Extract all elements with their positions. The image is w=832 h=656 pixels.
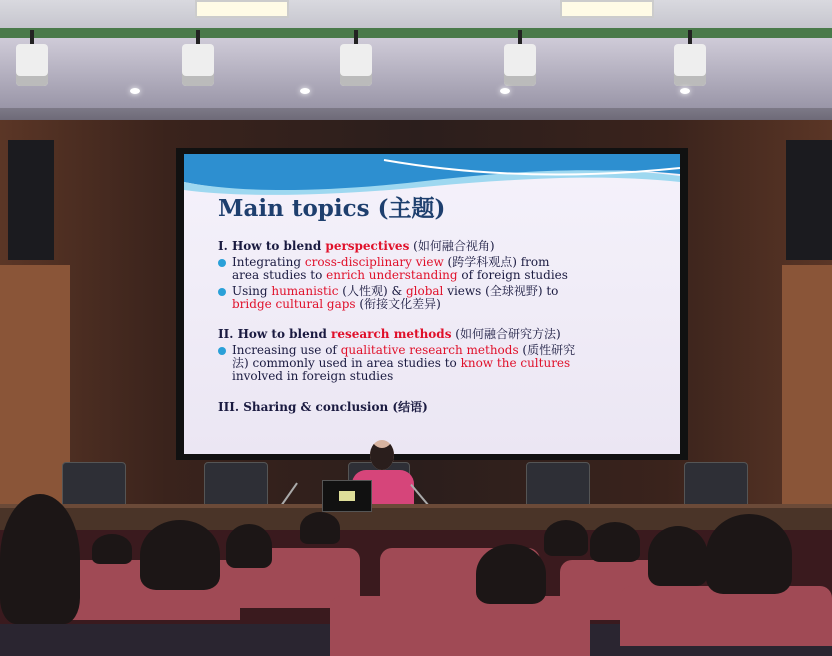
laptop: [322, 480, 372, 512]
section-3-heading: III. Sharing & conclusion (结语): [218, 400, 428, 414]
auditorium-seat: [620, 586, 832, 646]
presenter-head: [370, 440, 394, 470]
bullet-qualitative-methods-line3: involved in foreign studies: [232, 369, 394, 383]
auditorium-seat: [330, 596, 590, 656]
bullet-dot-icon: [218, 347, 226, 355]
slide-title: Main topics (主题): [218, 195, 446, 222]
section-2-heading: II. How to blend research methods (如何融合研究方法): [218, 327, 561, 341]
downlight: [680, 88, 690, 94]
speaker: [786, 140, 832, 260]
section-1-heading: I. How to blend perspectives (如何融合视角): [218, 239, 495, 253]
stage-spotlight: [672, 30, 708, 88]
wood-wall-panel: [782, 265, 832, 505]
stage-chair: [684, 462, 748, 510]
bullet-cross-disciplinary-line2: area studies to enrich understanding of foreign studies: [232, 268, 568, 282]
audience-member-head: [544, 520, 588, 556]
stage-chair: [62, 462, 126, 510]
audience-member-head: [140, 520, 220, 590]
stage-chair: [204, 462, 268, 510]
bullet-qualitative-methods-line2: 法) commonly used in area studies to know the cultures: [232, 356, 571, 370]
ceiling-light-panel: [195, 0, 289, 18]
speaker: [8, 140, 54, 260]
audience-member-head: [706, 514, 792, 594]
audience-member-head: [648, 526, 708, 586]
wood-wall-panel: [0, 265, 70, 505]
audience-member-head: [0, 494, 80, 624]
downlight: [300, 88, 310, 94]
stage-spotlight: [338, 30, 374, 88]
audience-member-head: [590, 522, 640, 562]
stage-chair: [526, 462, 590, 510]
audience-member-head: [300, 512, 340, 544]
audience-member-head: [226, 524, 272, 568]
stage-spotlight: [180, 30, 216, 88]
bullet-dot-icon: [218, 259, 226, 267]
stage-spotlight: [14, 30, 50, 88]
laptop-logo-icon: [339, 491, 355, 501]
bullet-humanistic-global-line2: bridge cultural gaps (衔接文化差异): [232, 297, 441, 311]
downlight: [500, 88, 510, 94]
downlight: [130, 88, 140, 94]
ceiling-light-panel: [560, 0, 654, 18]
bullet-dot-icon: [218, 288, 226, 296]
audience-member-head: [92, 534, 132, 564]
audience-member-head: [476, 544, 546, 604]
stage-spotlight: [502, 30, 538, 88]
presentation-slide: Main topics (主题) I. How to blend perspectives (如何融合视角) Integrating cross-disciplinary view (跨学科观点) from area studies to enrich understanding of foreign studies Using humanistic (人性观) & global views (全球视野) to bridge cultural gaps (衔接文化差异) II. How to blend research methods (如何融合研究方法) Increasing use of qualitative research methods (质性研究 法) commonly used in area studies to know the cultures involved in foreign studies III. Sharing & conclusion (结语): [184, 154, 680, 454]
